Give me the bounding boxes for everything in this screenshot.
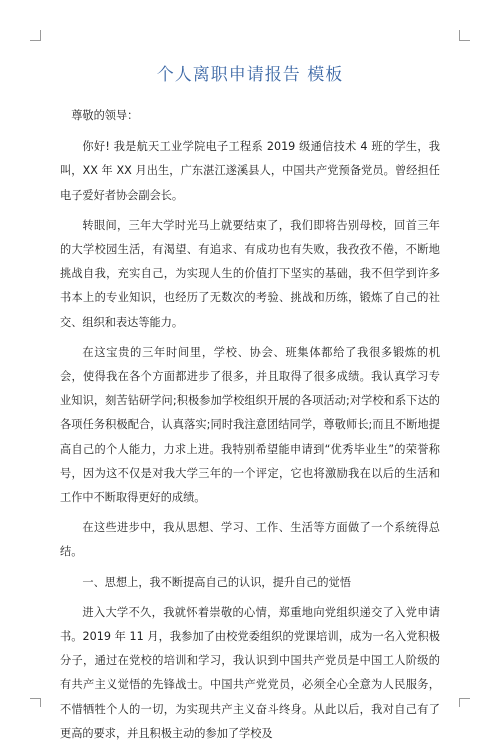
section-heading-thought: 一、思想上，我不断提高自己的认识，提升自己的觉悟 xyxy=(82,575,351,589)
salutation: 尊敬的领导： xyxy=(71,109,139,122)
crop-mark-bottom-right xyxy=(459,698,470,707)
paragraph-party: 进入大学不久，我就怀着崇敬的心情，郑重地向党组织递交了入党申请书。2019 年 11 月，我参加了由校党委组织的党课培训，成为一名入党积极分子，通过在党校的培训和学习，我认识到中国共产党员是中国工人阶级的有共产主义觉悟的先锋战士。中国共产党党员，必须全心全意为人民服务，不惜牺牲个人的一切，为实现共产主义奋斗终身。从此以后，我对自己有了更高的要求，并且积极主动的参加了学校及 xyxy=(60,605,440,740)
crop-mark-bottom-left xyxy=(30,698,41,707)
document-title: 个人离职申请报告 模板 xyxy=(156,65,344,85)
crop-mark-top-left xyxy=(30,30,41,41)
paragraph-college-life: 转眼间，三年大学时光马上就要结束了，我们即将告别母校，回首三年的大学校园生活，有渴望、有追求、有成功也有失败，我孜孜不倦，不断地挑战自我，充实自己，为实现人生的价值打下坚实的基础，我不但学到许多书本上的专业知识，也经历了无数次的考验、挑战和历练，锻炼了自己的社交、组织和表达等能力。 xyxy=(60,218,440,329)
crop-mark-top-right xyxy=(459,30,470,41)
paragraph-achievements: 在这宝贵的三年时间里，学校、协会、班集体都给了我很多锻炼的机会，使得我在各个方面都进步了很多，并且取得了很多成绩。我认真学习专业知识，刻苦钻研学问;积极参加学校组织开展的各项活动;对学校和系下达的各项任务积极配合，认真落实;同时我注意团结同学，尊敬师长;而且不断地提高自己的个人能力，力求上进。我特别希望能申请到“优秀毕业生”的荣誉称号，因为这不仅是对我大学三年的一个评定，它也将激励我在以后的生活和工作中不断取得更好的成绩。 xyxy=(60,345,440,505)
document-body xyxy=(60,104,440,752)
paragraph-intro: 你好! 我是航天工业学院电子工程系 2019 级通信技术 4 班的学生，我叫，XX 年 XX 月出生，广东湛江遂溪县人，中国共产党预备党员。曾经担任电子爱好者协会副会长。 xyxy=(60,140,440,202)
paragraph-summary-intro: 在这些进步中，我从思想、学习、工作、生活等方面做了一个系统得总结。 xyxy=(60,521,440,559)
